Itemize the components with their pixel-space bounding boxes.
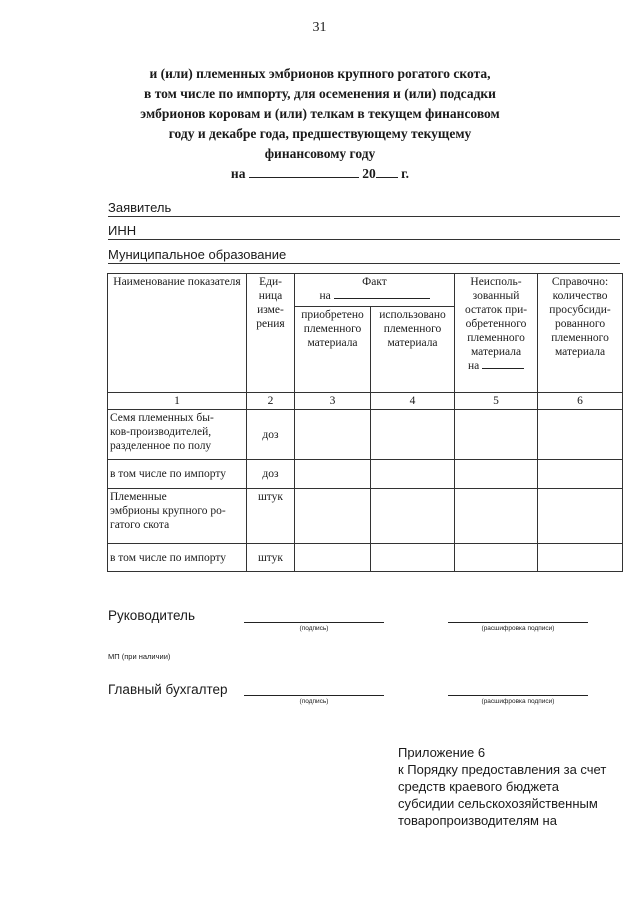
data-cell[interactable] xyxy=(371,544,455,572)
date-year: 20 xyxy=(362,166,376,181)
accountant-decode-caption: (расшифровка подписи) xyxy=(481,698,555,705)
head-signature-line[interactable] xyxy=(244,622,384,623)
data-cell[interactable] xyxy=(295,544,371,572)
fact-on-label: на xyxy=(319,290,331,302)
data-cell[interactable] xyxy=(371,489,455,544)
row-name: Семя племенных бы- ков-производителей, разделенное по полу xyxy=(108,410,247,460)
column-number: 5 xyxy=(455,393,538,410)
data-cell[interactable] xyxy=(455,410,538,460)
header-reference: Справочно: количество просубсиди- рованного племенного материала xyxy=(538,274,623,393)
data-cell[interactable] xyxy=(371,460,455,489)
accountant-signature-caption: (подпись) xyxy=(299,698,329,705)
appendix-line: Приложение 6 xyxy=(398,745,486,760)
applicant-label: Заявитель xyxy=(108,200,172,215)
applicant-field[interactable] xyxy=(108,200,620,217)
data-cell[interactable] xyxy=(538,460,623,489)
table-row xyxy=(108,460,623,489)
appendix-line: товаропроизводителям на xyxy=(398,813,557,828)
table-row xyxy=(108,410,623,460)
title-date-line xyxy=(100,164,540,184)
year-blank[interactable] xyxy=(376,177,398,178)
appendix-line: средств краевого бюджета xyxy=(398,779,559,794)
indicators-table xyxy=(107,273,623,572)
data-cell[interactable] xyxy=(295,410,371,460)
row-unit: штук xyxy=(247,489,295,544)
date-prefix: на xyxy=(230,166,246,181)
date-suffix: г. xyxy=(401,166,410,181)
accountant-label: Главный бухгалтер xyxy=(108,682,228,697)
column-number: 1 xyxy=(108,393,247,410)
head-decode-line[interactable] xyxy=(448,622,588,623)
form-title xyxy=(100,64,540,184)
header-fact xyxy=(295,274,455,307)
column-number: 4 xyxy=(371,393,455,410)
accountant-decode-line[interactable] xyxy=(448,695,588,696)
data-cell[interactable] xyxy=(455,460,538,489)
page-number: 31 xyxy=(312,20,327,35)
column-number: 3 xyxy=(295,393,371,410)
header-used: использовано племенного материала xyxy=(371,307,455,393)
title-line: эмбрионов коровам и (или) телкам в текущем финансовом xyxy=(140,106,500,121)
inn-field[interactable] xyxy=(108,223,620,240)
data-cell[interactable] xyxy=(295,460,371,489)
title-line: году и декабре года, предшествующему текущему xyxy=(168,126,472,141)
date-blank[interactable] xyxy=(249,177,359,178)
appendix-note xyxy=(398,744,638,829)
data-cell[interactable] xyxy=(538,544,623,572)
accountant-signature-line[interactable] xyxy=(244,695,384,696)
row-name: Племенные эмбрионы крупного ро- гатого скота xyxy=(108,489,247,544)
seal-label: МП (при наличии) xyxy=(108,652,171,661)
municipality-label: Муниципальное образование xyxy=(108,247,287,262)
header-unit: Еди- ница изме- рения xyxy=(247,274,295,393)
fact-label: Факт xyxy=(362,276,387,288)
appendix-line: к Порядку предоставления за счет xyxy=(398,762,607,777)
fact-date xyxy=(297,289,452,303)
data-cell[interactable] xyxy=(538,410,623,460)
title-line: и (или) племенных эмбрионов крупного рогатого скота, xyxy=(149,66,491,81)
row-unit: доз xyxy=(247,460,295,489)
unused-label: Неисполь- зованный остаток при- обретенного племенного материала на xyxy=(464,276,528,372)
municipality-field[interactable] xyxy=(108,247,620,264)
data-cell[interactable] xyxy=(455,544,538,572)
data-cell[interactable] xyxy=(295,489,371,544)
title-line: финансовому году xyxy=(264,146,376,161)
row-name: в том числе по импорту xyxy=(108,544,247,572)
column-number: 2 xyxy=(247,393,295,410)
appendix-line: субсидии сельскохозяйственным xyxy=(398,796,598,811)
data-cell[interactable] xyxy=(455,489,538,544)
head-label: Руководитель xyxy=(108,608,195,623)
head-signature-caption: (подпись) xyxy=(299,625,329,632)
header-name: Наименование показателя xyxy=(108,274,247,393)
data-cell[interactable] xyxy=(371,410,455,460)
table-row xyxy=(108,544,623,572)
data-cell[interactable] xyxy=(538,489,623,544)
title-line: в том числе по импорту, для осеменения и (или) подсадки xyxy=(144,86,496,101)
row-unit: доз xyxy=(247,410,295,460)
header-unused xyxy=(455,274,538,393)
column-number: 6 xyxy=(538,393,623,410)
row-name: в том числе по импорту xyxy=(108,460,247,489)
unused-date-blank[interactable] xyxy=(482,368,524,369)
row-unit: штук xyxy=(247,544,295,572)
head-decode-caption: (расшифровка подписи) xyxy=(481,625,555,632)
fact-date-blank[interactable] xyxy=(334,298,430,299)
header-acquired: приобретено племенного материала xyxy=(295,307,371,393)
table-row xyxy=(108,489,623,544)
inn-label: ИНН xyxy=(108,223,137,238)
